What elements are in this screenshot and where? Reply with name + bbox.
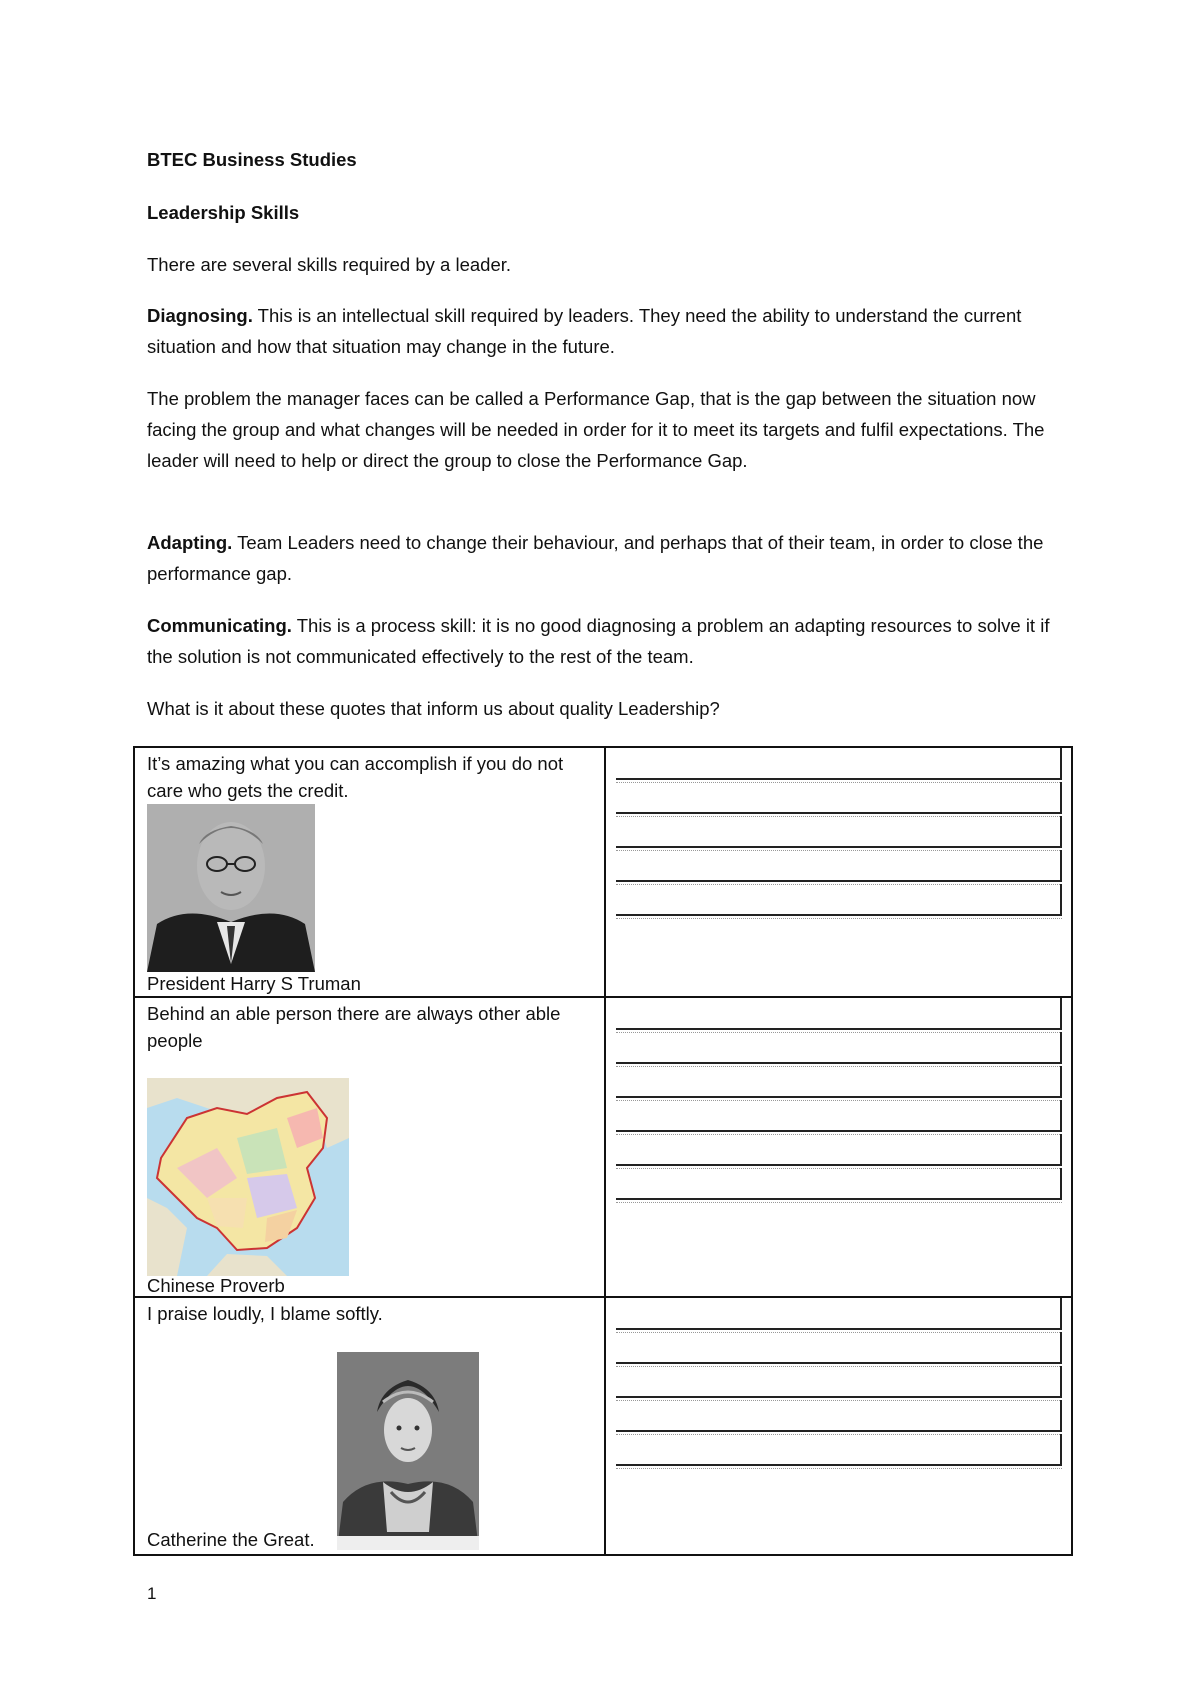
answer-cell[interactable] [605,1297,1072,1555]
table-row [134,997,1072,1297]
course-title: BTEC Business Studies [147,149,357,170]
topic-title: Leadership Skills [147,202,300,223]
answer-cell[interactable] [605,747,1072,997]
quote-text: It’s amazing what you can accomplish if you do not care who gets the credit. [147,753,564,801]
skill-text: This is a process skill: it is no good diagnosing a problem an adapting resources to solve it if the solution is not communicated effectively to the rest of the team. [147,615,1050,667]
quote-cell [134,997,605,1297]
page-number: 1 [147,1584,157,1603]
skill-term: Adapting. [147,532,233,553]
catherine-portrait-image [337,1352,479,1550]
answer-lines[interactable] [616,778,1062,948]
skill-communicating [147,610,1067,672]
quote-cell [134,747,605,997]
skill-text: Team Leaders need to change their behaviour, and perhaps that of their team, in order to close the performance gap. [147,532,1044,584]
answer-lines[interactable] [616,1328,1062,1498]
table-row [134,1297,1072,1555]
intro-text: There are several skills required by a leader. [147,254,512,275]
performance-gap-paragraph [147,383,1067,476]
quote-cell [134,1297,605,1555]
quotes-table [133,746,1073,1556]
table-row [134,747,1072,997]
paragraph-text: The problem the manager faces can be called a Performance Gap, that is the gap between the situation now facing the group and what changes will be needed in order for it to meet its targets and fulfil expectations. The leader will need to help or direct the group to close the Performance Gap. [147,388,1045,471]
skill-term: Diagnosing. [147,305,253,326]
skill-text: This is an intellectual skill required by leaders. They need the ability to understand the current situation and how that situation may change in the future. [147,305,1022,357]
answer-cell[interactable] [605,997,1072,1297]
quote-source: Catherine the Great. [147,1529,315,1550]
question-text: What is it about these quotes that inform us about quality Leadership? [147,698,720,719]
quote-source: Chinese Proverb [147,1275,285,1296]
answer-lines[interactable] [616,1028,1062,1232]
china-map-image [147,1078,349,1276]
skill-diagnosing [147,300,1067,362]
quote-text: I praise loudly, I blame softly. [147,1303,383,1324]
truman-portrait-image [147,804,315,972]
skill-adapting [147,527,1067,589]
quote-source: President Harry S Truman [147,973,361,994]
skill-term: Communicating. [147,615,292,636]
quote-text: Behind an able person there are always other able people [147,1003,561,1051]
